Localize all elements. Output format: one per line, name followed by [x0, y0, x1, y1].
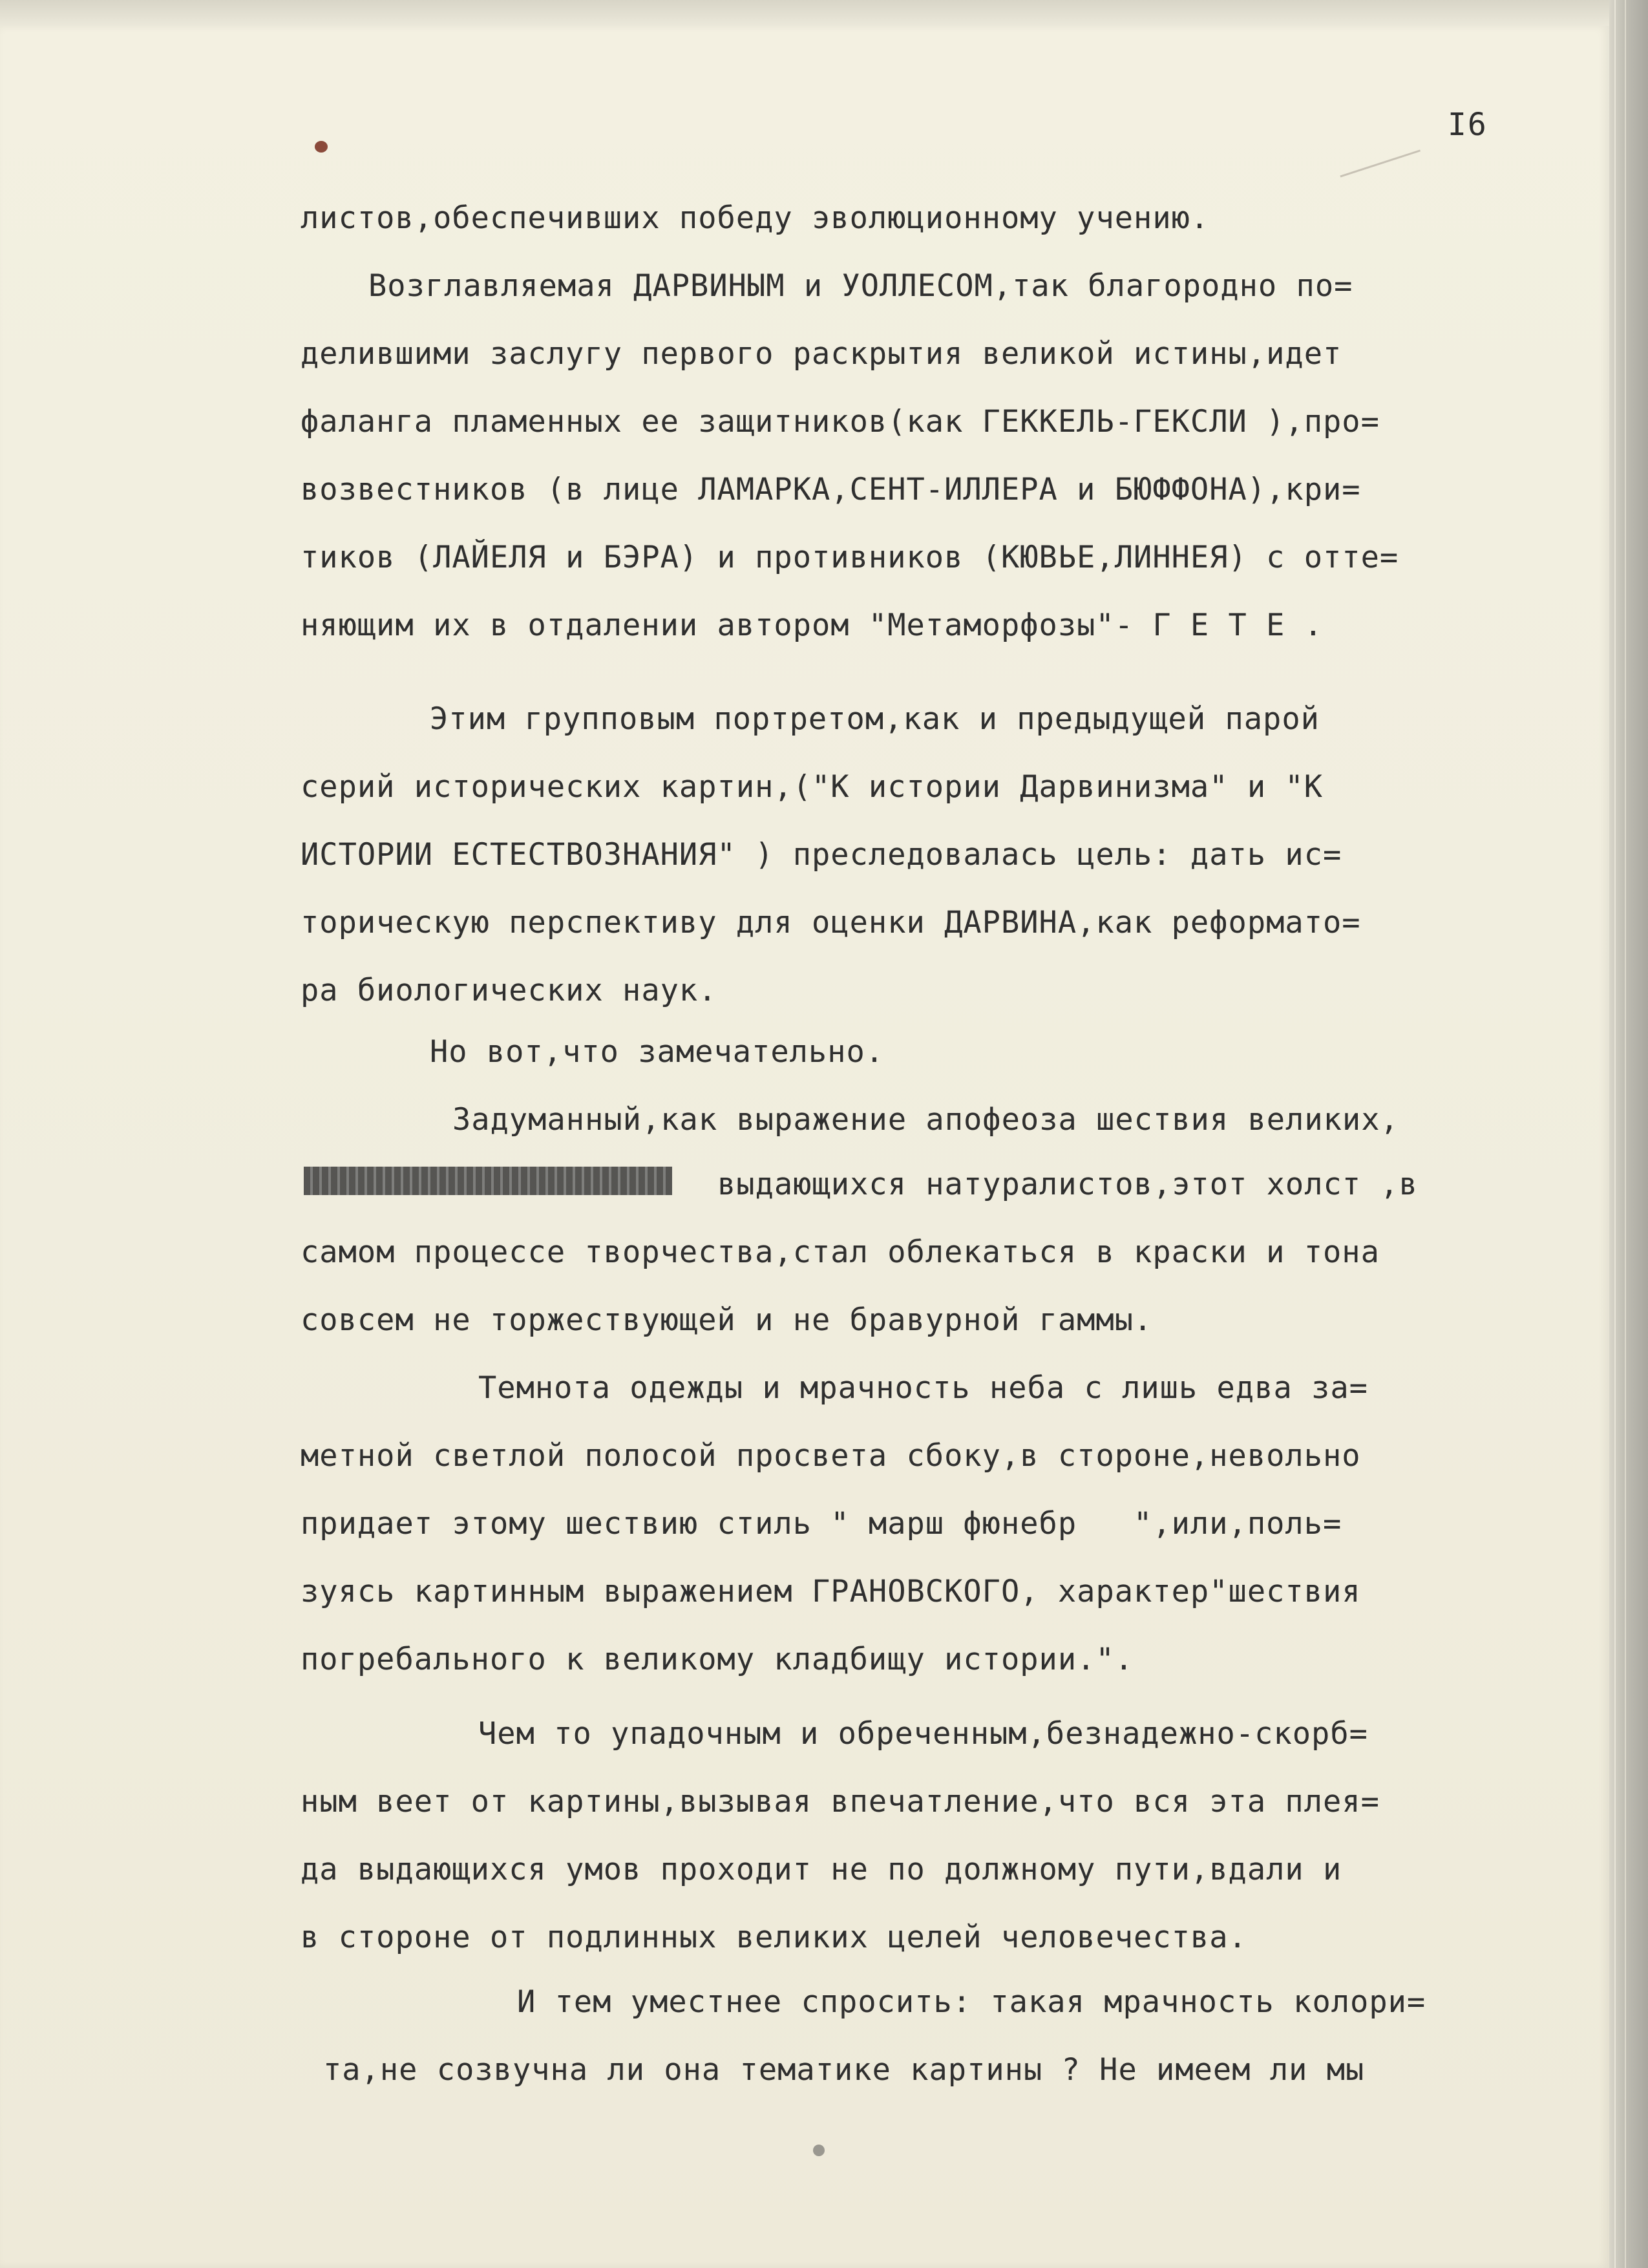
- text-line: ра биологических наук.: [301, 973, 717, 1008]
- text-line: погребального к великому кладбищу истории.".: [301, 1642, 1134, 1677]
- text-line: няющим их в отдалении автором "Метаморфозы"- Г Е Т Е .: [301, 608, 1324, 643]
- text-line: самом процессе творчества,стал облекаться в краски и тона: [301, 1235, 1380, 1270]
- text-line: да выдающихся умов проходит не по должному пути,вдали и: [301, 1852, 1342, 1887]
- text-line: Темнота одежды и мрачность неба с лишь едва за=: [478, 1370, 1368, 1406]
- text-line: ИСТОРИИ ЕСТЕСТВОЗНАНИЯ" ) преследовалась цель: дать ис=: [301, 837, 1342, 873]
- struck-out-text: [304, 1167, 672, 1195]
- text-line: Этим групповым портретом,как и предыдущей парой: [430, 701, 1320, 737]
- text-line: делившими заслугу первого раскрытия великой истины,идет: [301, 336, 1342, 372]
- text-line: фаланга пламенных ее защитников(как ГЕККЕЛЬ-ГЕКСЛИ ),про=: [301, 404, 1380, 440]
- text-line: И тем уместнее спросить: такая мрачность колори=: [517, 1984, 1426, 2020]
- text-line: в стороне от подлинных великих целей человечества.: [301, 1920, 1247, 1955]
- text-line: ным веет от картины,вызывая впечатление,что вся эта плея=: [301, 1784, 1380, 1819]
- text-line: выдающихся натуралистов,этот холст ,в: [717, 1167, 1418, 1202]
- text-line: метной светлой полосой просвета сбоку,в стороне,невольно: [301, 1438, 1361, 1474]
- text-line: торическую перспективу для оценки ДАРВИНА,как реформато=: [301, 905, 1361, 940]
- stacked-pages-edge: [1609, 0, 1648, 2268]
- text-line: та,не созвучна ли она тематике картины ? Не имеем ли мы: [323, 2052, 1365, 2088]
- text-line: совсем не торжествующей и не бравурной гаммы.: [301, 1302, 1153, 1338]
- text-line: Возглавляемая ДАРВИНЫМ и УОЛЛЕСОМ,так благородно по=: [368, 268, 1353, 304]
- text-line: листов,обеспечивших победу эволюционному учению.: [301, 200, 1210, 236]
- text-line: тиков (ЛАЙЕЛЯ и БЭРА) и противников (КЮВЬЕ,ЛИННЕЯ) с отте=: [301, 540, 1399, 575]
- text-line: придает этому шествию стиль " марш фюнебр ",или,поль=: [301, 1506, 1342, 1542]
- text-line: возвестников (в лице ЛАМАРКА,СЕНТ-ИЛЛЕРА и БЮФФОНА),кри=: [301, 472, 1361, 507]
- text-line: Задуманный,как выражение апофеоза шествия великих,: [452, 1102, 1399, 1138]
- page-number: I6: [1448, 107, 1488, 143]
- text-line: серий исторических картин,("К истории Дарвинизма" и "К: [301, 769, 1324, 805]
- text-line: зуясь картинным выражением ГРАНОВСКОГО, характер"шествия: [301, 1574, 1361, 1609]
- text-line: Чем то упадочным и обреченным,безнадежно-скорб=: [478, 1716, 1368, 1752]
- text-line: Но вот,что замечательно.: [430, 1034, 885, 1070]
